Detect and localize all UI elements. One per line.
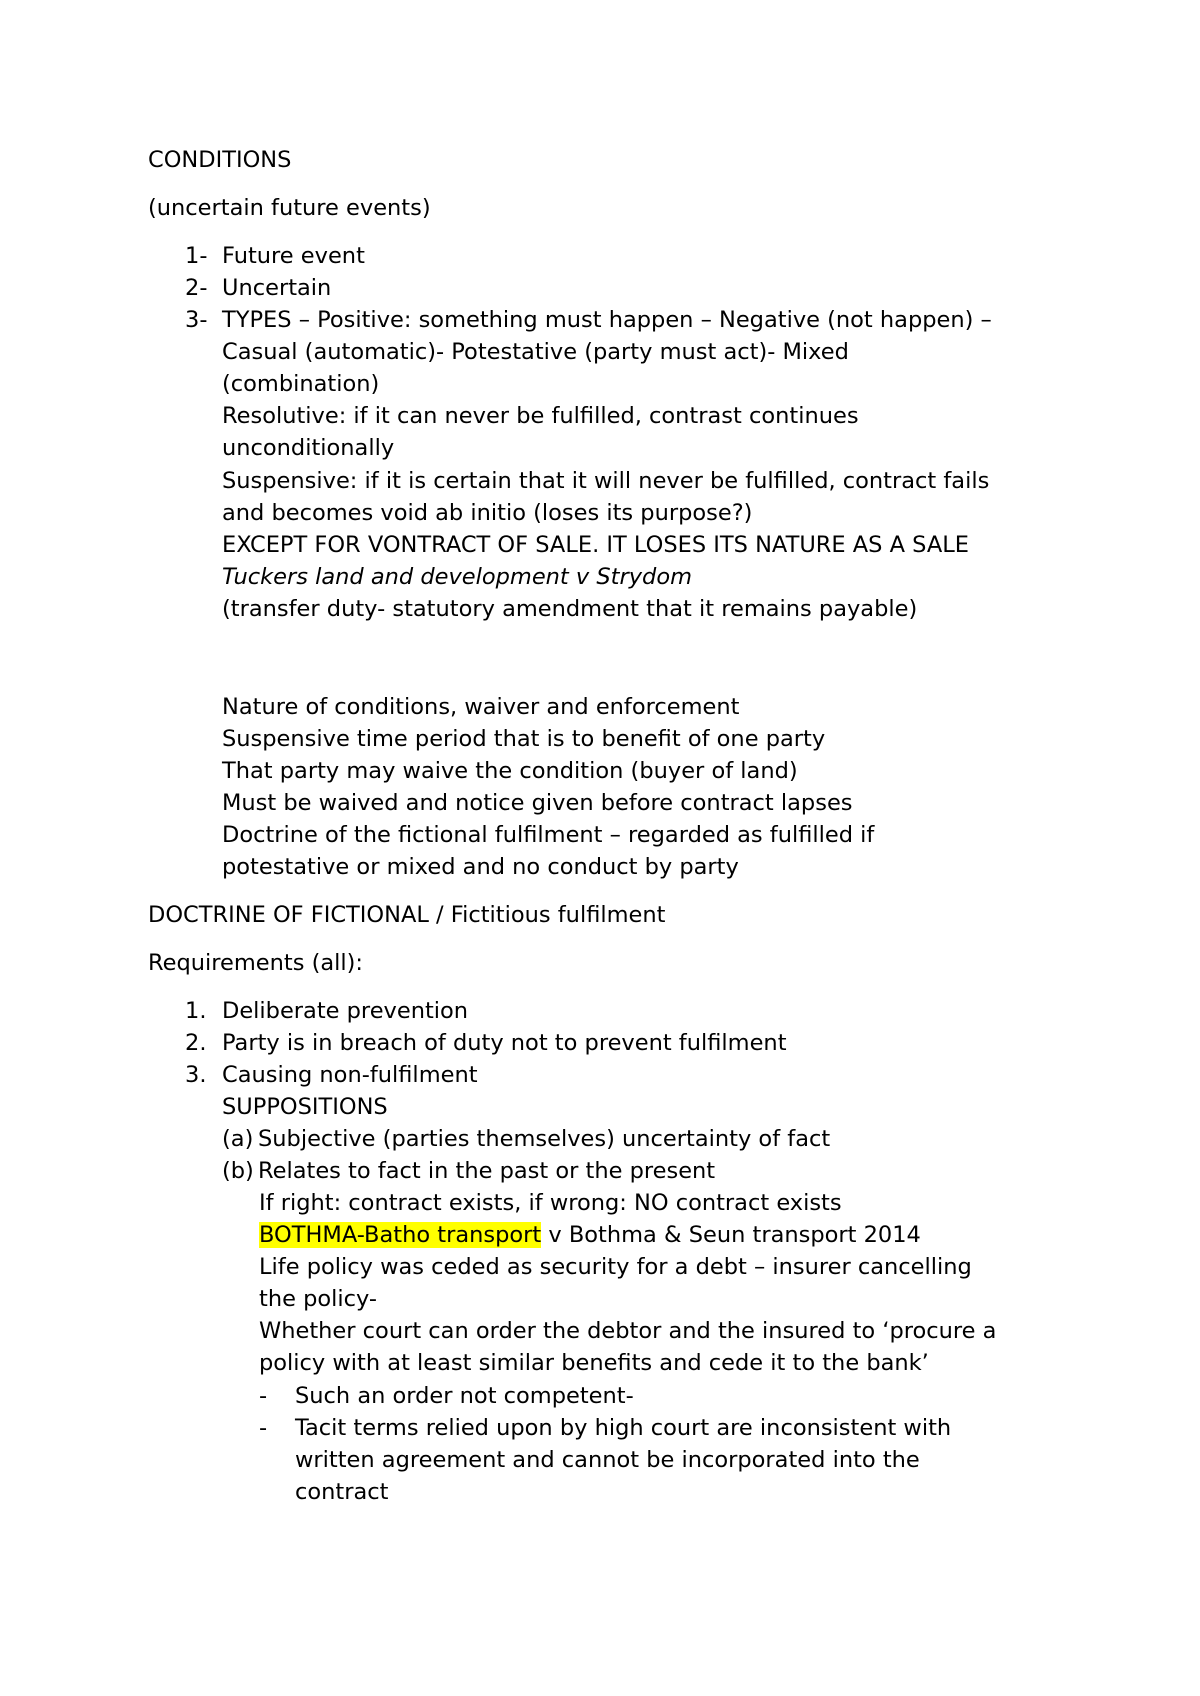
bullet-item-continuation: contract (295, 1479, 389, 1505)
text-line: Whether court can order the debtor and the insured to ‘procure a (259, 1318, 997, 1344)
bullet-marker: - (259, 1383, 268, 1409)
text-line: Must be waived and notice given before contract lapses (222, 790, 853, 816)
bullet-item-continuation: written agreement and cannot be incorporated into the (295, 1447, 920, 1473)
text-line: Resolutive: if it can never be fulfilled, contrast continues (222, 403, 859, 429)
text-line: potestative or mixed and no conduct by party (222, 854, 739, 880)
heading-doctrine: DOCTRINE OF FICTIONAL / Fictitious fulfilment (148, 902, 666, 928)
text-line: That party may waive the condition (buyer of land) (222, 758, 798, 784)
list-item: Subjective (parties themselves) uncertainty of fact (258, 1126, 831, 1152)
list-marker: (a) (222, 1126, 254, 1152)
text-line: Suspensive time period that is to benefit of one party (222, 726, 826, 752)
bullet-item: Tacit terms relied upon by high court are inconsistent with (295, 1415, 952, 1441)
text-line: policy with at least similar benefits and cede it to the bank’ (259, 1350, 929, 1376)
heading-requirements: Requirements (all): (148, 950, 364, 976)
case-citation-rest: v Bothma & Seun transport 2014 (541, 1222, 921, 1248)
text-line: Nature of conditions, waiver and enforcement (222, 694, 740, 720)
text-line: and becomes void ab initio (loses its purpose?) (222, 500, 753, 526)
text-line: Life policy was ceded as security for a debt – insurer cancelling (259, 1254, 972, 1280)
list-marker: 2- (185, 275, 208, 301)
text-line: unconditionally (222, 435, 395, 461)
text-line: EXCEPT FOR VONTRACT OF SALE. IT LOSES ITS NATURE AS A SALE (222, 532, 970, 558)
text-line: Suspensive: if it is certain that it will never be fulfilled, contract fails (222, 468, 990, 494)
list-marker: 1- (185, 243, 208, 269)
text-line: Casual (automatic)- Potestative (party must act)- Mixed (222, 339, 849, 365)
bullet-marker: - (259, 1415, 268, 1441)
list-marker: 2. (185, 1030, 207, 1056)
text-line: Doctrine of the fictional fulfilment – regarded as fulfilled if (222, 822, 875, 848)
list-item: Future event (222, 243, 365, 269)
list-marker: 3. (185, 1062, 207, 1088)
list-marker: 3- (185, 307, 208, 333)
list-item: Relates to fact in the past or the present (258, 1158, 716, 1184)
text-line: the policy- (259, 1286, 378, 1312)
case-name: Tuckers land and development v Strydom (222, 564, 693, 590)
list-marker: 1. (185, 998, 207, 1024)
text-line: (transfer duty- statutory amendment that it remains payable) (222, 596, 918, 622)
bullet-item: Such an order not competent- (295, 1383, 634, 1409)
highlighted-case-name: BOTHMA-Batho transport (259, 1222, 542, 1248)
case-citation (259, 1220, 921, 1250)
list-item: Uncertain (222, 275, 332, 301)
list-marker: (b) (222, 1158, 254, 1184)
list-item: Party is in breach of duty not to prevent fulfilment (222, 1030, 787, 1056)
text-line: If right: contract exists, if wrong: NO contract exists (259, 1190, 842, 1216)
list-item: Deliberate prevention (222, 998, 469, 1024)
suppositions-heading: SUPPOSITIONS (222, 1094, 388, 1120)
list-item: Causing non-fulfilment (222, 1062, 478, 1088)
heading-conditions: CONDITIONS (148, 147, 292, 173)
list-item: TYPES – Positive: something must happen – Negative (not happen) – (222, 307, 992, 333)
text-line: (combination) (222, 371, 380, 397)
subheading: (uncertain future events) (148, 195, 431, 221)
